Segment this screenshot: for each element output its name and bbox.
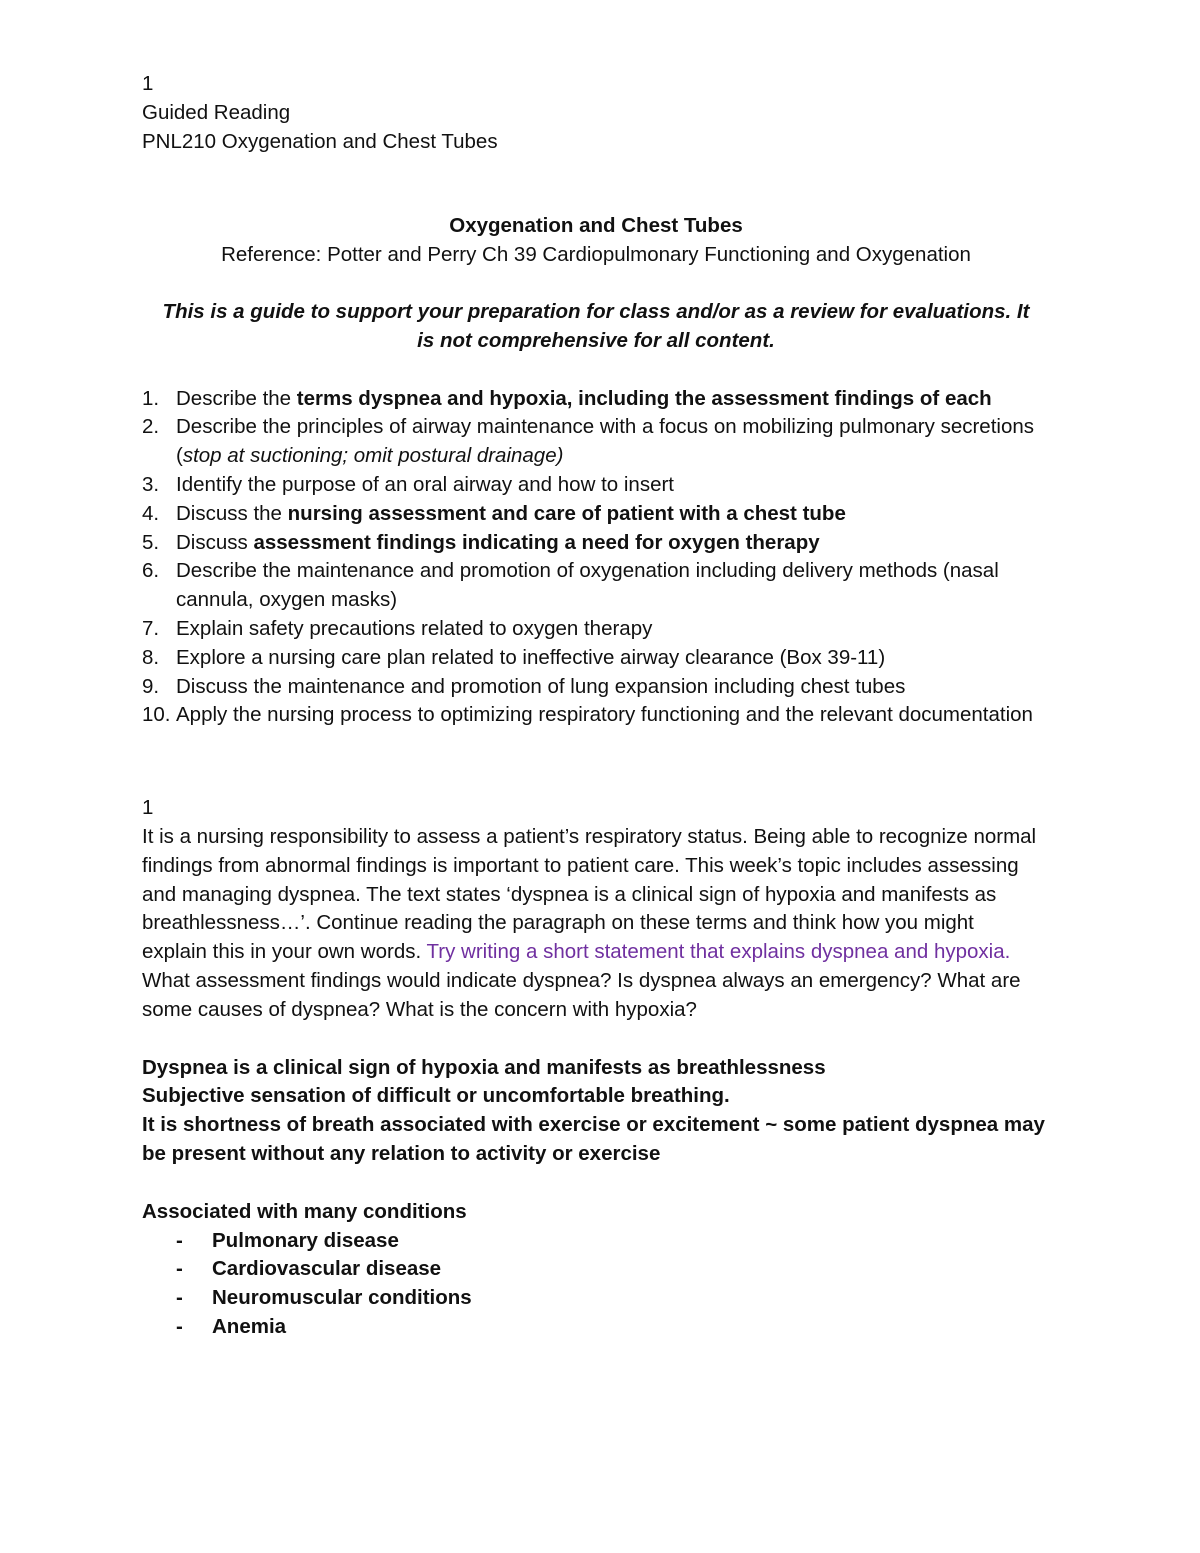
list-item [176, 1284, 1050, 1313]
item-text: Describe the [176, 386, 297, 410]
list-number: 4. [142, 501, 160, 525]
item-emphasis: nursing assessment and care of patient with a chest tube [287, 501, 846, 525]
item-emphasis: assessment findings indicating a need for oxygen therapy [253, 530, 820, 554]
document-header [142, 70, 1050, 156]
note-line: Dyspnea is a clinical sign of hypoxia and manifests as breathlessness [142, 1055, 826, 1079]
dash-bullet: - [176, 1314, 183, 1338]
condition-text: Anemia [212, 1314, 287, 1338]
list-number: 5. [142, 530, 160, 554]
paragraph-highlight: Try writing a short statement that explains dyspnea and hypoxia. [426, 940, 1011, 964]
list-number: 7. [142, 616, 160, 640]
dash-bullet: - [176, 1228, 183, 1252]
list-number: 1. [142, 386, 160, 410]
intro-note: This is a guide to support your preparation for class and/or as a review for evaluations. It is not comprehensive for all content. [162, 299, 1030, 352]
page-number: 1 [142, 72, 154, 95]
section-paragraph [142, 823, 1050, 1025]
list-number: 9. [142, 674, 160, 698]
item-text: Describe the principles of airway maintenance with a focus on mobilizing pulmonary secretions ( [176, 415, 1034, 468]
section-number: 1 [142, 796, 154, 820]
title-block [142, 212, 1050, 270]
list-number: 8. [142, 645, 160, 669]
item-text: Discuss [176, 530, 254, 554]
list-item [142, 385, 1050, 414]
reference-line: Reference: Potter and Perry Ch 39 Cardiopulmonary Functioning and Oxygenation [221, 243, 971, 267]
course-title: PNL210 Oxygenation and Chest Tubes [142, 129, 498, 153]
list-item [142, 413, 1050, 471]
list-item [142, 701, 1050, 730]
item-text: Explore a nursing care plan related to ineffective airway clearance (Box 39-11) [176, 645, 886, 669]
list-item [142, 615, 1050, 644]
list-item [176, 1227, 1050, 1256]
dash-bullet: - [176, 1286, 183, 1310]
conditions-list [142, 1227, 1050, 1342]
item-text: Apply the nursing process to optimizing respiratory functioning and the relevant documentation [176, 703, 1033, 727]
dash-bullet: - [176, 1257, 183, 1281]
note-line: Subjective sensation of difficult or uncomfortable breathing. [142, 1084, 730, 1108]
item-text: Identify the purpose of an oral airway and how to insert [176, 472, 674, 496]
note-line: It is shortness of breath associated with exercise or excitement ~ some patient dyspnea may be present without any relation to activity or exercise [142, 1113, 1045, 1165]
condition-text: Pulmonary disease [212, 1228, 399, 1252]
list-item [142, 500, 1050, 529]
objectives-list [142, 385, 1050, 731]
item-text: Explain safety precautions related to oxygen therapy [176, 616, 653, 640]
document-label: Guided Reading [142, 100, 291, 124]
paragraph-text-end: What assessment findings would indicate dyspnea? Is dyspnea always an emergency? What are some causes of dyspnea? What is the concern with hypoxia? [142, 968, 1021, 1021]
condition-text: Neuromuscular conditions [212, 1286, 472, 1310]
page-title: Oxygenation and Chest Tubes [449, 214, 743, 238]
list-item [142, 471, 1050, 500]
answer-notes [142, 1054, 1050, 1169]
list-item [176, 1313, 1050, 1342]
item-text: Describe the maintenance and promotion of oxygenation including delivery methods (nasal cannula, oxygen masks) [176, 559, 999, 612]
list-number: 10. [142, 703, 171, 727]
list-item [176, 1255, 1050, 1284]
list-item [142, 673, 1050, 702]
item-emphasis: terms dyspnea and hypoxia, including the assessment findings of each [296, 386, 992, 410]
list-number: 6. [142, 559, 160, 583]
item-italic: stop at suctioning; omit postural drainage) [182, 444, 564, 468]
list-item [142, 557, 1050, 615]
associated-heading: Associated with many conditions [142, 1199, 467, 1223]
condition-text: Cardiovascular disease [212, 1257, 442, 1281]
item-text: Discuss the maintenance and promotion of lung expansion including chest tubes [176, 674, 906, 698]
paragraph-text: It is a nursing responsibility to assess a patient’s respiratory status. Being able to recognize normal findings from abnormal findings is important to patient care. This week’s topic includes assessing and managing dyspnea. The text states ‘dyspnea is a clinical sign of hypoxia and manifests as breathlessness…’. Continue reading the paragraph on these terms and think how you might explain this in your own words. [142, 824, 1037, 964]
list-item [142, 644, 1050, 673]
list-item [142, 529, 1050, 558]
list-number: 3. [142, 472, 160, 496]
list-number: 2. [142, 415, 160, 439]
item-text: Discuss the [176, 501, 288, 525]
